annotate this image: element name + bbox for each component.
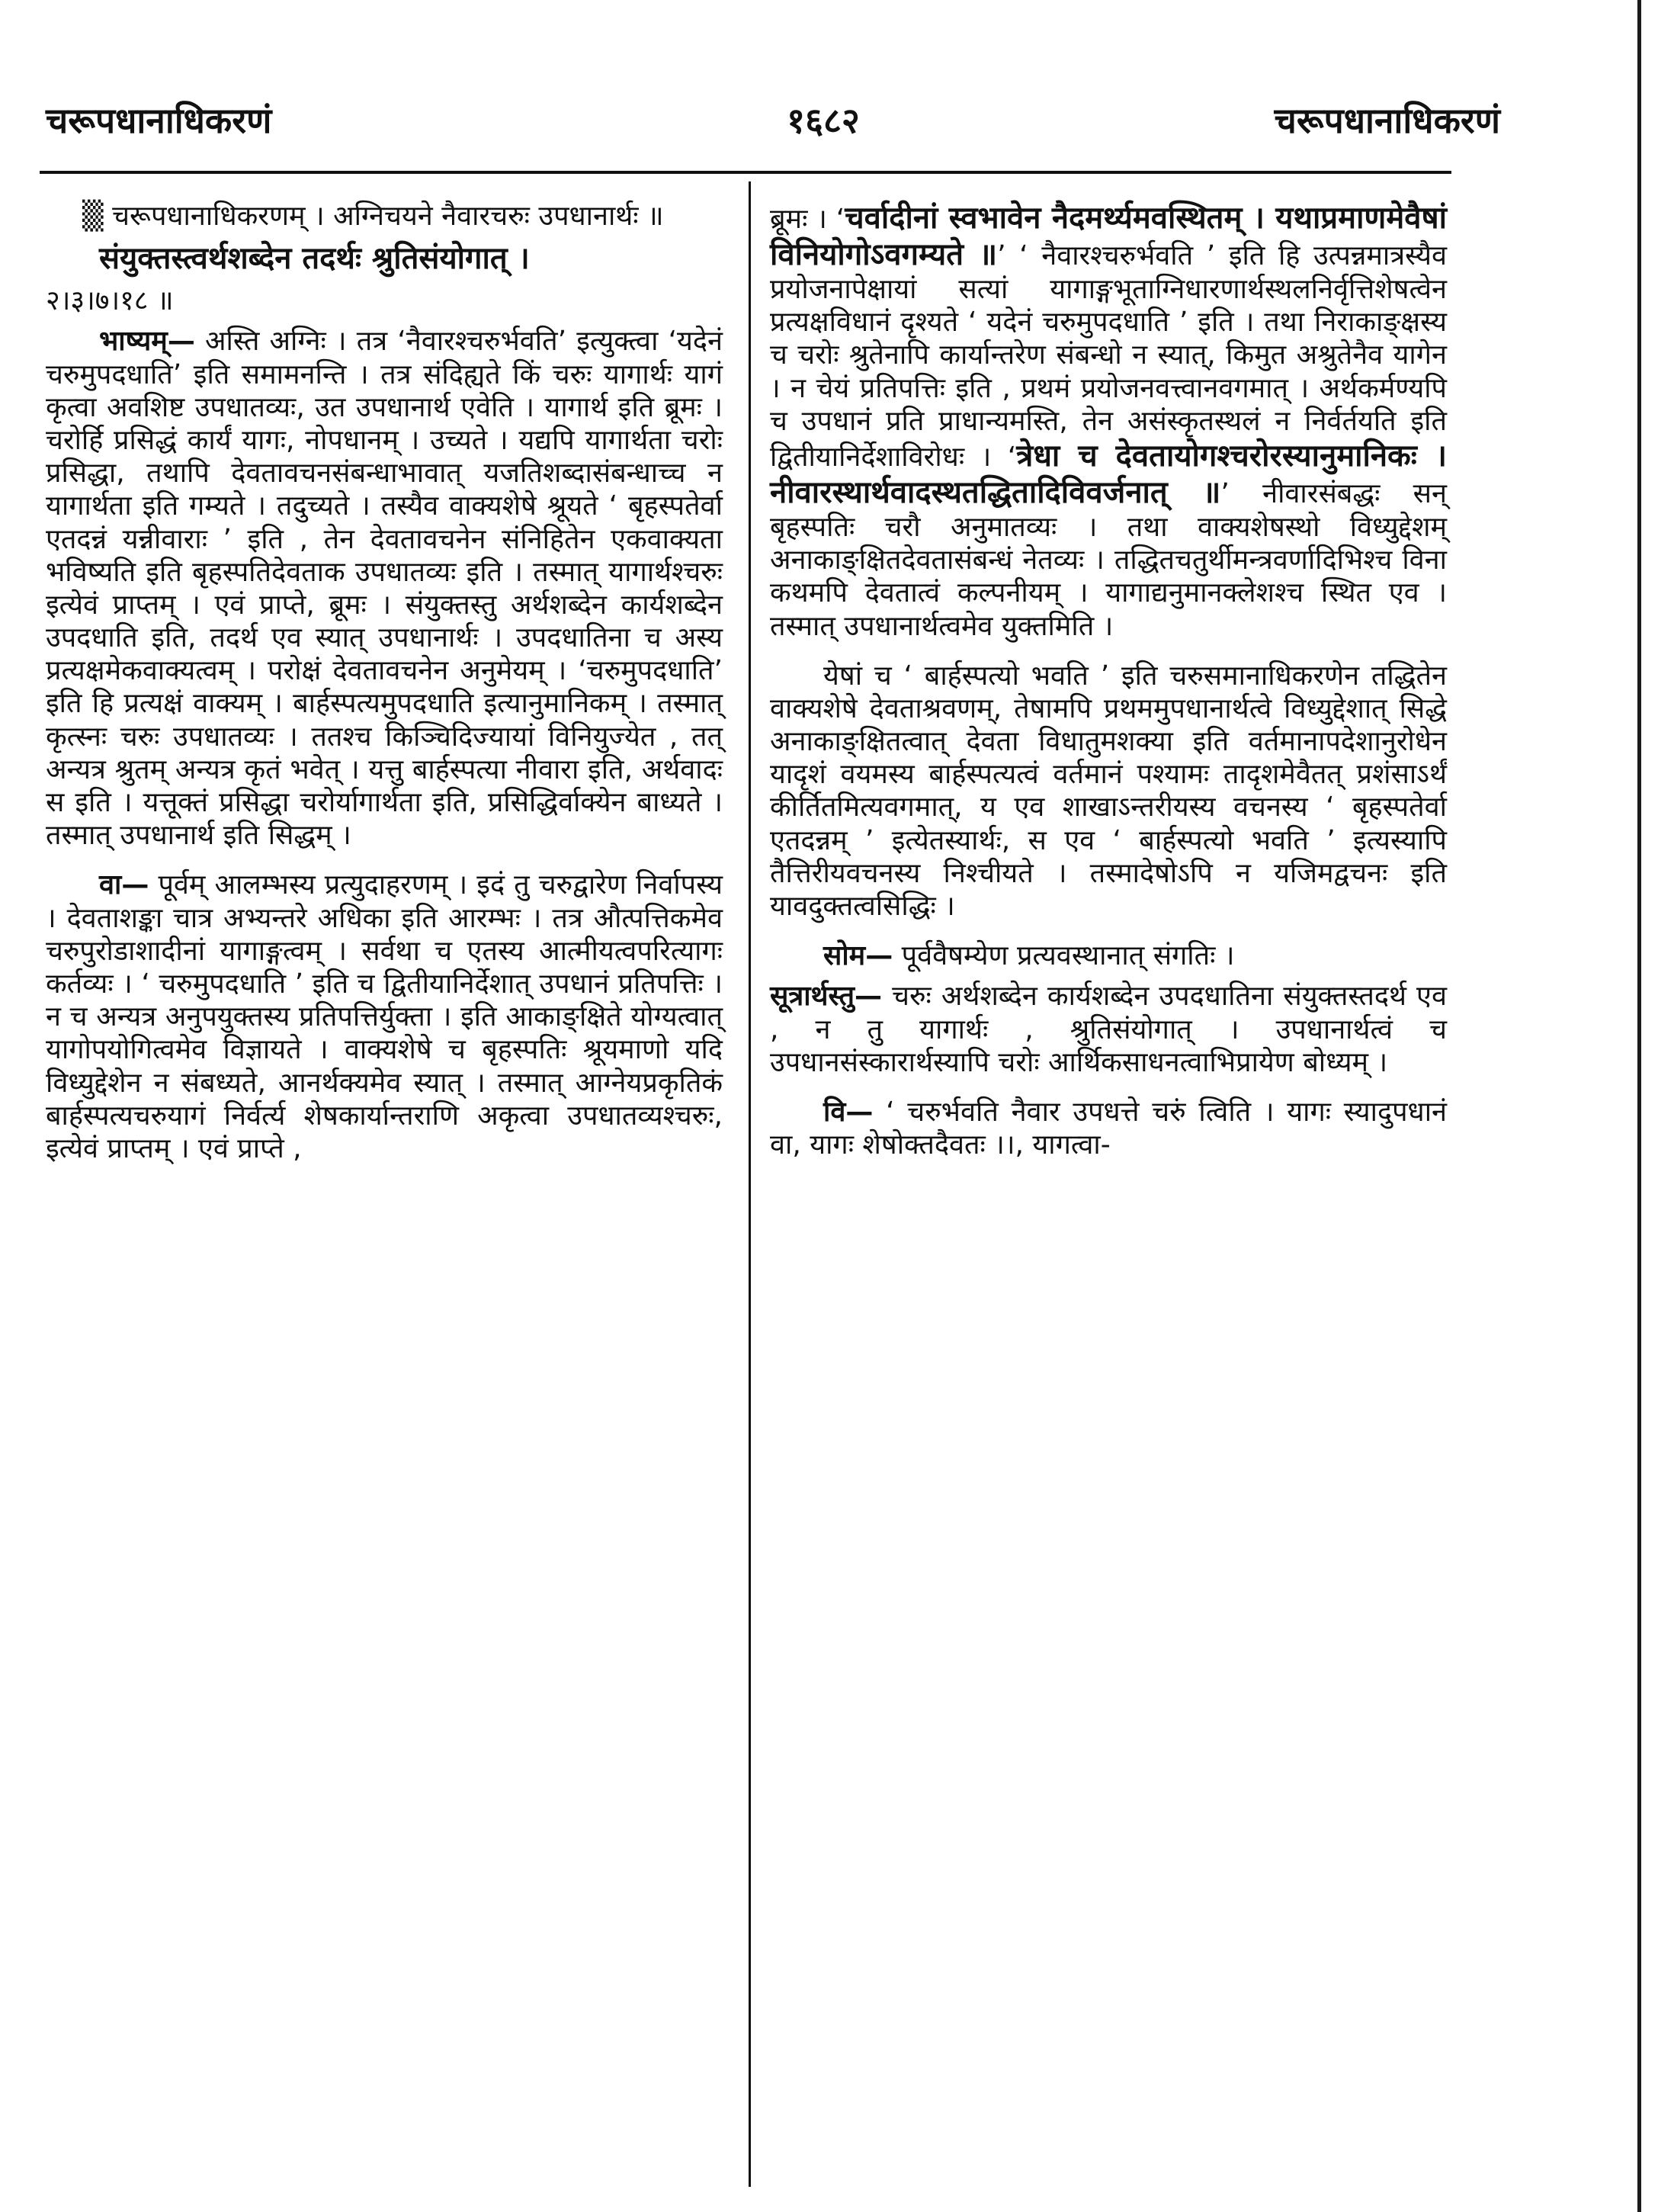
text-run: ’ नीवारसंबद्धः सन् बृहस्पतिः चरौ अनुमातव्यः । तथा वाक्यशेषस्थो विध्युद्देशम् अनाकाङ्क्षितदेवतासंबन्धं नेतव्यः । तद्धितचतुर्थीमन्त्रवर्णादिभिश्च विना कथमपि देवतात्वं कल्पनीयम् । यागाद्यनुमानक्लेशश्च स्थित एव । तस्मात् उपधानार्थत्वमेव युक्तमिति । [770, 477, 1447, 642]
sutrartha-text: चरुः अर्थशब्देन कार्यशब्देन उपदधातिना संयुक्तस्तदर्थ एव , न तु यागार्थः , श्रुतिसंयोगात् । उपधानार्थत्वं च उपधानसंस्कारार्थस्यापि चरोः आर्थिकसाधनत्वाभिप्रायेण बोध्यम् । [770, 981, 1447, 1078]
soma-text: पूर्ववैषम्येण प्रत्यवस्थानात् संगतिः । [901, 940, 1235, 972]
header-rule [40, 171, 1451, 174]
soma-paragraph [770, 939, 1447, 972]
paragraph-2: येषां च ‘ बार्हस्पत्यो भवति ’ इति चरुसमानाधिकरणेन तद्धितेन वाक्यशेषे देवताश्रवणम्, तेषामपि प्रथममुपधानार्थत्वे विध्युद्देशात् सिद्धे अनाकाङ्क्षितत्वात् देवता विधातुमशक्या इति वर्तमानापदेशानुरोधेन यादृशं वयमस्य बार्हस्पत्यत्वं वर्तमानं पश्यामः तादृशमेवैतत् प्रशंसाऽर्थं कीर्तितमित्यवगमात्, य एव शाखाऽन्तरीयस्य वचनस्य ‘ बृहस्पतेर्वा एतदन्नम् ’ इत्येतस्यार्थः, स एव ‘ बार्हस्पत्यो भवति ’ इत्यस्यापि तैत्तिरीयवचनस्य निश्चीयते । तस्मादेषोऽपि न यजिमद्वचनः इति यावदुक्तत्वसिद्धिः । [770, 660, 1447, 922]
sutrartha-paragraph [770, 980, 1447, 1079]
right-column [770, 200, 1447, 1169]
running-header-left: चरूपधानाधिकरणं [46, 100, 272, 141]
binding-margin-line [1637, 0, 1641, 2212]
column-divider [749, 181, 751, 2187]
running-header-right: चरूपधानाधिकरणं [1274, 100, 1500, 141]
bhashya-paragraph [46, 325, 723, 852]
bhashya-label: भाष्यम्— [99, 326, 195, 358]
text-run: ’ ‘ नैवारश्चरुर्भवति ’ इति हि उत्पन्नमात्रस्यैव प्रयोजनापेक्षायां सत्यां यागाङ्गभूताग्निधारणार्थस्थलनिर्वृत्तिशेषत्वेन प्रत्यक्षविधानं दृश्यते ‘ यदेनं चरुमुपदधाति ’ इति । तथा निराकाङ्क्षस्य च चरोः श्रुतेनापि कार्यान्तरेण संबन्धो न स्यात्, किमुत अश्रुतेनैव यागेन । न चेयं प्रतिपत्तिः इति , प्रथमं प्रयोजनवत्त्वानवगमात् । अर्थकर्मण्यपि च उपधानं प्रति प्राधान्यमस्ति, तेन असंस्कृतस्थलं न निर्वर्तयति इति द्वितीयानिर्देशाविरोधः । ‘ [770, 240, 1447, 473]
vartika-continuation [770, 200, 1447, 643]
soma-label: सोम— [823, 940, 893, 972]
karika-1: चर्वादीनां स्वभावेन नैदमर्थ्यमवस्थितम् । यथाप्रमाणमेवैषां विनियोगोऽवगम्यते ॥ [770, 201, 1447, 272]
text-run: ब्रूमः । ‘ [770, 204, 845, 235]
left-column [46, 200, 723, 1173]
vartika-text: पूर्वम् आलम्भस्य प्रत्युदाहरणम् । इदं तु चरुद्वारेण निर्वापस्य । देवताशङ्का चात्र अभ्यन्तरे अधिका इति आरम्भः । तत्र औत्पत्तिकमेव चरुपुरोडाशादीनां यागाङ्गत्वम् । सर्वथा च एतस्य आत्मीयत्वपरित्यागः कर्तव्यः । ‘ चरुमुपदधाति ’ इति च द्वितीयानिर्देशात् उपधानं प्रतिपत्तिः । न च अन्यत्र अनुपयुक्तस्य प्रतिपत्तिर्युक्ता । इति आकाङ्क्षिते योग्यत्वात् यागोपयोगित्वमेव विज्ञायते । वाक्यशेषे च बृहस्पतिः श्रूयमाणो यदि विध्युद्देशेन न संबध्यते, आनर्थक्यमेव स्यात् । तस्मात् आग्नेयप्रकृतिकं बार्हस्पत्यचरुयागं निर्वर्त्य शेषकार्यान्तराणि अकृत्वा उपधातव्यश्चरुः, इत्येवं प्राप्तम् । एवं प्राप्ते , [46, 869, 723, 1164]
vi-paragraph [770, 1096, 1447, 1161]
vartika-label: वा— [99, 869, 149, 901]
sutra-text: संयुक्तस्त्वर्थशब्देन तदर्थः श्रुतिसंयोगात् । [99, 241, 530, 277]
adhikarana-heading: ▒ चरूपधानाधिकरणम् । अग्निचयने नैवारचरुः उपधानार्थः ॥ [82, 201, 664, 232]
karika-2: त्रेधा च देवतायोगश्चरोरस्यानुमानिकः । नीवारस्थार्थवादस्थतद्धितादिविवर्जनात् ॥ [770, 438, 1447, 510]
page-number: १६८२ [787, 100, 860, 141]
sutrartha-label: सूत्रार्थस्तु— [770, 981, 883, 1013]
vi-text: ‘ चरुर्भवति नैवार उपधत्ते चरुं त्विति । यागः स्यादुपधानं वा, यागः शेषोक्तदैवतः ।।, यागत्वा- [770, 1096, 1447, 1161]
vartika-paragraph [46, 868, 723, 1165]
bhashya-text: अस्ति अग्निः । तत्र ‘नैवारश्चरुर्भवति’ इत्युक्त्वा ‘यदेनं चरुमुपदधाति’ इति समामनन्ति । तत्र संदिह्यते किं चरुः यागार्थः यागं कृत्वा अवशिष्ट उपधातव्यः, उत उपधानार्थ एवेति । यागार्थ इति ब्रूमः । चरोर्हि प्रसिद्धं कार्यं यागः, नोपधानम् । उच्यते । यद्यपि यागार्थता चरोः प्रसिद्धा, तथापि देवतावचनसंबन्धाभावात् यजतिशब्दासंबन्धाच्च न यागार्थता इति गम्यते । तदुच्यते । तस्यैव वाक्यशेषे श्रूयते ‘ बृहस्पतेर्वा एतदन्नं यन्नीवाराः ’ इति , तेन देवतावचनेन संनिहितेन एकवाक्यता भविष्यति इति बृहस्पतिदेवताक उपधातव्यः इति । तस्मात् यागार्थश्चरुः इत्येवं प्राप्तम् । एवं प्राप्ते, ब्रूमः । संयुक्तस्तु अर्थशब्देन कार्यशब्देन उपदधाति इति, तदर्थ एव स्यात् उपधानार्थः । उपदधातिना च अस्य प्रत्यक्षमेकवाक्यत्वम् । परोक्षं देवतावचनेन अनुमेयम् । ‘चरुमुपदधाति’ इति हि प्रत्यक्षं वाक्यम् । बार्हस्पत्यमुपदधाति इत्यानुमानिकम् । तस्मात् कृत्स्नः चरुः उपधातव्यः । ततश्च किञ्चिदिज्यायां विनियुज्येत , तत् अन्यत्र श्रुतम् अन्यत्र कृतं भवेत् । यत्तु बार्हस्पत्या नीवारा इति, अर्थवादः स इति । यत्तूक्तं प्रसिद्धा चरोर्यागार्थता इति, प्रसिद्धिर्वाक्येन बाध्यते । तस्मात् उपधानार्थ इति सिद्धम् । [46, 326, 723, 852]
sutra-number: २।३।७।१८ ॥ [46, 285, 174, 317]
vi-label: वि— [823, 1096, 874, 1128]
